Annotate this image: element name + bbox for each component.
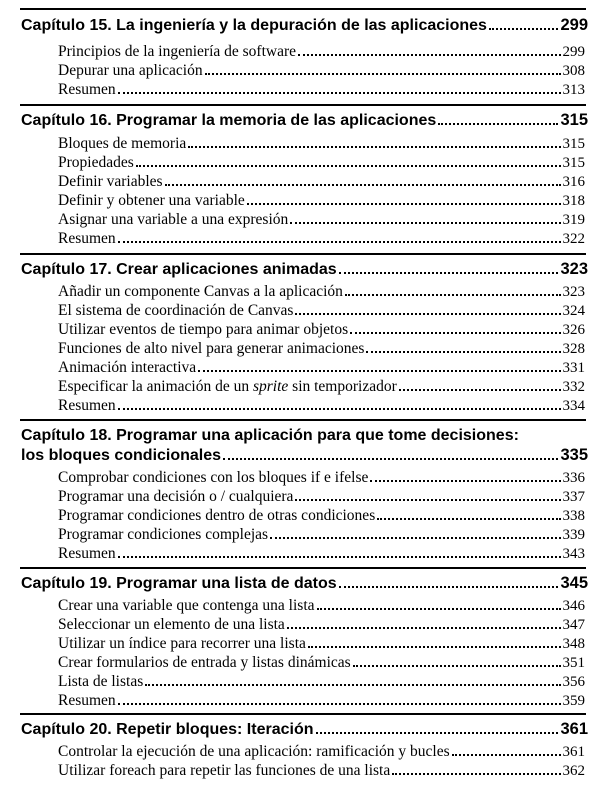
chapter-page-number: 345 [560, 574, 588, 592]
entry-page-number: 326 [562, 322, 585, 338]
entry-page-number: 362 [562, 763, 585, 779]
entry-label: Funciones de alto nivel para generar animaciones [58, 340, 365, 357]
entry-page-number: 313 [562, 82, 585, 98]
toc-entry [58, 173, 585, 191]
entry-label: Principios de la ingeniería de software [58, 43, 297, 60]
toc-entry [58, 211, 585, 229]
entry-label [58, 378, 397, 396]
entry-label: Utilizar un índice para recorrer una lista [58, 635, 306, 652]
toc-entry [58, 469, 585, 487]
entry-label: Programar una decisión o / cualquiera [58, 488, 294, 505]
entry-label: Utilizar eventos de tiempo para animar objetos [58, 321, 349, 338]
entry-page-number: 331 [562, 360, 585, 376]
toc-entry [58, 378, 585, 396]
entry-page-number: 359 [562, 693, 585, 709]
dot-leader [298, 54, 560, 56]
entry-page-number: 347 [562, 617, 585, 633]
toc-entry [58, 488, 585, 506]
chapter-title: Capítulo 18. Programar una aplicación para que tome decisiones: [21, 427, 519, 444]
entry-page-number: 328 [562, 341, 585, 357]
chapter-divider [20, 104, 586, 106]
chapter-divider [20, 253, 586, 255]
entry-label: Programar condiciones complejas [58, 526, 269, 543]
dot-leader [247, 203, 561, 205]
entry-label: Lista de listas [58, 673, 144, 690]
dot-leader [295, 499, 560, 501]
entry-label: Seleccionar un elemento de una lista [58, 616, 285, 633]
entry-page-number: 308 [562, 63, 585, 79]
dot-leader [188, 146, 560, 148]
toc-entry [58, 616, 585, 634]
entry-page-number: 343 [562, 546, 585, 562]
toc-entry [58, 81, 585, 99]
entry-label: Animación interactiva [58, 359, 197, 376]
dot-leader [165, 184, 561, 186]
entry-label: El sistema de coordinación de Canvas [58, 302, 294, 319]
chapter-17-heading [21, 257, 588, 279]
toc-entry [58, 321, 585, 339]
dot-leader [223, 458, 558, 460]
chapter-title-continued: los bloques condicionales [21, 447, 222, 464]
entry-page-number: 324 [562, 303, 585, 319]
entry-label: Bloques de memoria [58, 135, 187, 152]
entry-label: Controlar la ejecución de una aplicación: ramificación y bucles [58, 743, 450, 760]
toc-entry [58, 397, 585, 415]
chapter-page-number: 335 [560, 446, 588, 464]
dot-leader [399, 389, 561, 391]
dot-leader [339, 586, 559, 588]
chapter-title: Capítulo 17. Crear aplicaciones animadas [21, 261, 337, 278]
toc-entry [58, 62, 585, 80]
dot-leader [287, 627, 561, 629]
dot-leader [290, 222, 560, 224]
toc-entry [58, 43, 585, 61]
entry-label: Utilizar foreach para repetir las funciones de una lista [58, 762, 391, 779]
toc-entry [58, 692, 585, 710]
toc-entry [58, 135, 585, 153]
dot-leader [350, 332, 560, 334]
toc-entry [58, 230, 585, 248]
entry-page-number: 323 [562, 284, 585, 300]
chapter-page-number: 361 [560, 720, 588, 738]
toc-entry [58, 192, 585, 210]
toc-entry [58, 743, 585, 761]
entry-label-part: Especificar la animación de un [58, 378, 253, 395]
toc-entry [58, 340, 585, 358]
entry-label: Crear una variable que contenga una lista [58, 597, 315, 614]
toc-entry [58, 302, 585, 320]
toc-entry [58, 654, 585, 672]
dot-leader [118, 241, 561, 243]
entry-label: Comprobar condiciones con los bloques if e ifelse [58, 469, 369, 486]
entry-label: Propiedades [58, 154, 134, 171]
toc-entry [58, 762, 585, 780]
entry-page-number: 315 [562, 136, 585, 152]
chapter-15-heading [21, 13, 588, 35]
entry-label: Resumen [58, 230, 116, 247]
toc-entry [58, 597, 585, 615]
toc-entry [58, 545, 585, 563]
dot-leader [118, 408, 561, 410]
entry-label: Definir variables [58, 173, 163, 190]
dot-leader [317, 608, 561, 610]
dot-leader [118, 556, 561, 558]
toc-entry [58, 507, 585, 525]
chapter-title: Capítulo 16. Programar la memoria de las aplicaciones [21, 112, 437, 129]
toc-entry [58, 359, 585, 377]
entry-page-number: 336 [562, 470, 585, 486]
dot-leader [438, 123, 558, 125]
chapter-divider [20, 567, 586, 569]
entry-page-number: 315 [562, 155, 585, 171]
chapter-18-heading-line2 [21, 443, 588, 465]
dot-leader [205, 73, 561, 75]
toc-entry [58, 526, 585, 544]
chapter-19-heading [21, 571, 588, 593]
dot-leader [489, 28, 559, 30]
entry-page-number: 361 [562, 744, 585, 760]
dot-leader [366, 351, 560, 353]
entry-label: Resumen [58, 397, 116, 414]
entry-label: Resumen [58, 81, 116, 98]
entry-page-number: 334 [562, 398, 585, 414]
dot-leader [345, 294, 561, 296]
entry-label: Resumen [58, 692, 116, 709]
entry-page-number: 332 [562, 379, 585, 395]
chapter-divider [20, 419, 586, 421]
dot-leader [353, 665, 561, 667]
dot-leader [198, 370, 560, 372]
toc-entry [58, 283, 585, 301]
chapter-title: Capítulo 20. Repetir bloques: Iteración [21, 721, 314, 738]
dot-leader [270, 537, 560, 539]
dot-leader [308, 646, 561, 648]
toc-entry [58, 635, 585, 653]
entry-label: Asignar una variable a una expresión [58, 211, 289, 228]
dot-leader [392, 773, 560, 775]
entry-page-number: 346 [562, 598, 585, 614]
entry-page-number: 299 [562, 44, 585, 60]
dot-leader [370, 480, 560, 482]
dot-leader [295, 313, 560, 315]
entry-label-emphasis: sprite [252, 378, 289, 395]
entry-label: Crear formularios de entrada y listas dinámicas [58, 654, 351, 671]
chapter-page-number: 299 [560, 16, 588, 34]
dot-leader [316, 732, 559, 734]
entry-page-number: 319 [562, 212, 585, 228]
dot-leader [118, 92, 561, 94]
chapter-page-number: 315 [560, 111, 588, 129]
dot-leader [377, 518, 560, 520]
dot-leader [118, 703, 561, 705]
entry-page-number: 339 [562, 527, 585, 543]
toc-entry [58, 673, 585, 691]
chapter-page-number: 323 [560, 260, 588, 278]
entry-page-number: 318 [562, 193, 585, 209]
entry-page-number: 338 [562, 508, 585, 524]
entry-page-number: 356 [562, 674, 585, 690]
entry-label: Programar condiciones dentro de otras condiciones [58, 507, 376, 524]
entry-page-number: 348 [562, 636, 585, 652]
chapter-title: Capítulo 19. Programar una lista de datos [21, 575, 337, 592]
entry-page-number: 316 [562, 174, 585, 190]
dot-leader [452, 754, 561, 756]
dot-leader [339, 272, 559, 274]
chapter-divider [20, 8, 586, 10]
entry-label: Resumen [58, 545, 116, 562]
entry-page-number: 322 [562, 231, 585, 247]
chapter-title: Capítulo 15. La ingeniería y la depuración de las aplicaciones [21, 17, 487, 34]
dot-leader [136, 165, 561, 167]
entry-page-number: 351 [562, 655, 585, 671]
entry-page-number: 337 [562, 489, 585, 505]
dot-leader [145, 684, 560, 686]
chapter-18-heading-line1 [21, 423, 588, 445]
toc-entry [58, 154, 585, 172]
chapter-divider [20, 713, 586, 715]
entry-label-part: sin temporizador [288, 378, 397, 395]
entry-label: Depurar una aplicación [58, 62, 203, 79]
entry-label: Añadir un componente Canvas a la aplicación [58, 283, 343, 300]
chapter-16-heading [21, 108, 588, 130]
entry-label: Definir y obtener una variable [58, 192, 245, 209]
chapter-20-heading [21, 717, 588, 739]
